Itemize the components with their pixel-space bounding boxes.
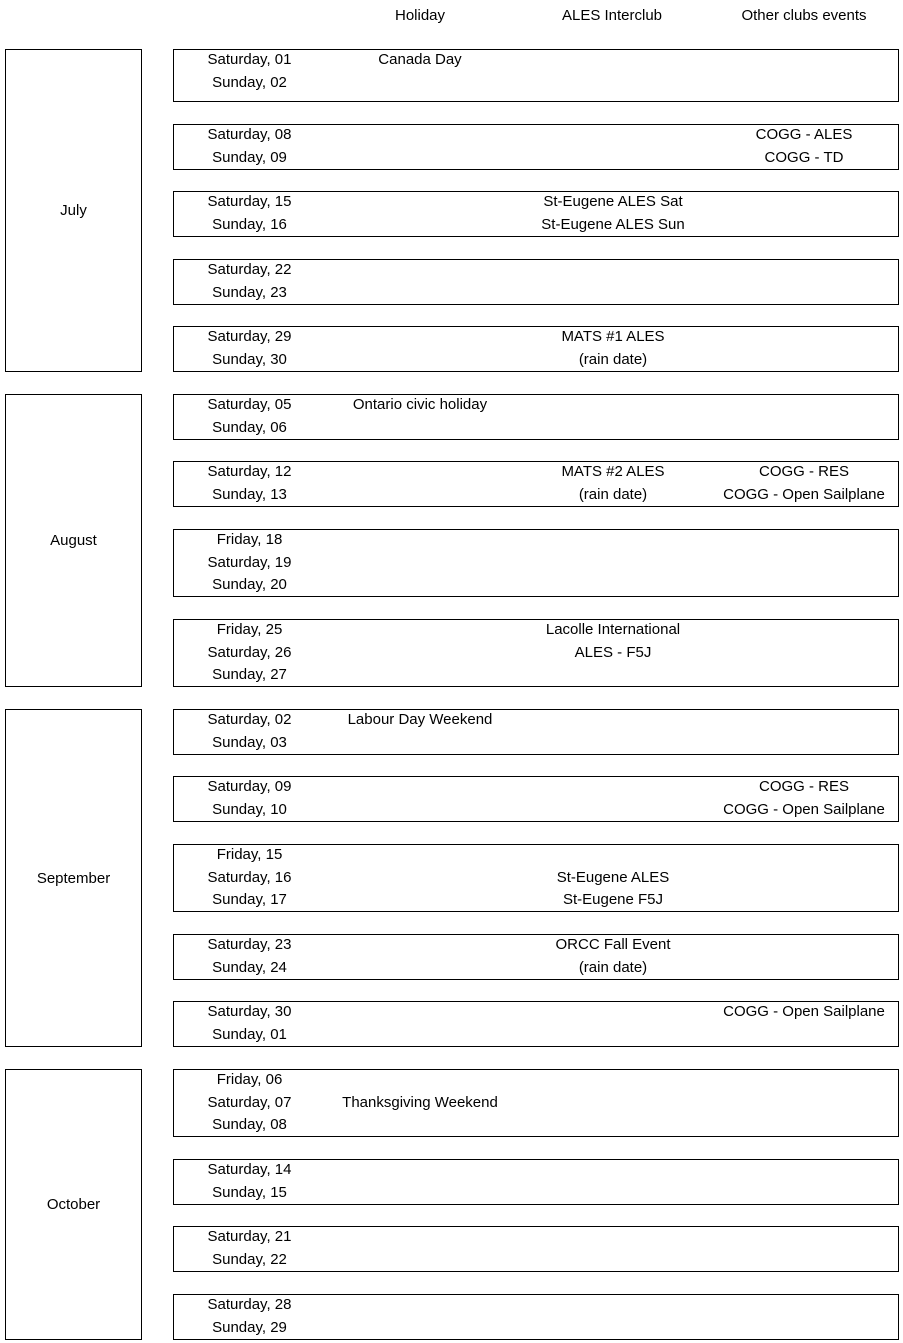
month-october: [5, 1069, 142, 1340]
date-cell: Saturday, 08: [207, 126, 292, 143]
date-cell: Sunday, 15: [212, 1183, 287, 1201]
date-cell: Sunday, 24: [212, 958, 287, 976]
ales-event-cell: MATS #2 ALES: [561, 463, 665, 480]
date-cell: Sunday, 29: [212, 1318, 287, 1336]
week-row: [173, 191, 899, 237]
week-row: [173, 49, 899, 102]
week-row: [173, 709, 899, 755]
date-cell: Saturday, 07: [207, 1093, 292, 1111]
week-row: [173, 1069, 899, 1137]
ales-event-cell: (rain date): [578, 485, 648, 503]
date-cell: Sunday, 08: [212, 1116, 287, 1133]
header-ales-interclub: ALES Interclub: [561, 7, 663, 24]
week-row: [173, 529, 899, 597]
date-cell: Friday, 15: [216, 846, 283, 863]
other-event-cell: COGG - Open Sailplane: [723, 485, 885, 503]
week-row: [173, 1226, 899, 1272]
date-cell: Saturday, 14: [207, 1161, 292, 1178]
date-cell: Sunday, 30: [212, 350, 287, 368]
date-cell: Saturday, 22: [207, 261, 292, 278]
other-event-cell: COGG - RES: [758, 778, 849, 795]
month-label: October: [46, 1196, 101, 1213]
date-cell: Saturday, 12: [207, 463, 292, 480]
week-row: [173, 619, 899, 687]
date-cell: Sunday, 02: [212, 73, 287, 91]
ales-event-cell: (rain date): [578, 958, 648, 976]
header-other-clubs-events: Other clubs events: [741, 7, 867, 24]
date-cell: Saturday, 19: [207, 553, 292, 571]
week-row: [173, 776, 899, 822]
ales-event-cell: St-Eugene ALES Sat: [543, 193, 683, 210]
date-cell: Sunday, 16: [212, 215, 287, 233]
date-cell: Saturday, 05: [207, 396, 292, 413]
month-label: July: [60, 202, 87, 219]
date-cell: Sunday, 13: [212, 485, 287, 503]
month-september: [5, 709, 142, 1047]
header-holiday: Holiday: [394, 7, 446, 24]
other-event-cell: COGG - RES: [758, 463, 849, 480]
date-cell: Saturday, 21: [207, 1228, 292, 1245]
date-cell: Saturday, 01: [207, 51, 292, 68]
ales-event-cell: St-Eugene F5J: [562, 891, 664, 908]
ales-event-cell: St-Eugene ALES: [556, 868, 670, 886]
week-row: [173, 1159, 899, 1205]
date-cell: Sunday, 09: [212, 148, 287, 166]
date-cell: Saturday, 28: [207, 1296, 292, 1313]
other-event-cell: COGG - TD: [764, 148, 844, 166]
week-row: [173, 326, 899, 372]
date-cell: Friday, 06: [216, 1071, 283, 1088]
other-event-cell: COGG - Open Sailplane: [723, 1003, 885, 1020]
ales-event-cell: ORCC Fall Event: [555, 936, 671, 953]
date-cell: Sunday, 22: [212, 1250, 287, 1268]
week-row: [173, 844, 899, 912]
week-row: [173, 461, 899, 507]
date-cell: Sunday, 10: [212, 800, 287, 818]
date-cell: Friday, 18: [216, 531, 283, 548]
date-cell: Sunday, 20: [212, 576, 287, 593]
month-july: [5, 49, 142, 372]
date-cell: Saturday, 09: [207, 778, 292, 795]
date-cell: Sunday, 27: [212, 666, 287, 683]
date-cell: Saturday, 15: [207, 193, 292, 210]
date-cell: Friday, 25: [216, 621, 283, 638]
month-august: [5, 394, 142, 687]
week-row: [173, 1294, 899, 1340]
date-cell: Saturday, 30: [207, 1003, 292, 1020]
week-row: [173, 394, 899, 440]
other-event-cell: COGG - Open Sailplane: [723, 800, 885, 818]
week-row: [173, 1001, 899, 1047]
ales-event-cell: St-Eugene ALES Sun: [541, 215, 685, 233]
date-cell: Saturday, 26: [207, 643, 292, 661]
holiday-cell: Canada Day: [378, 51, 462, 68]
date-cell: Saturday, 16: [207, 868, 292, 886]
other-event-cell: COGG - ALES: [755, 126, 853, 143]
date-cell: Saturday, 23: [207, 936, 292, 953]
ales-event-cell: MATS #1 ALES: [561, 328, 665, 345]
week-row: [173, 934, 899, 980]
date-cell: Saturday, 29: [207, 328, 292, 345]
holiday-cell: Thanksgiving Weekend: [342, 1093, 498, 1111]
ales-event-cell: ALES - F5J: [574, 643, 652, 661]
holiday-cell: Labour Day Weekend: [347, 711, 493, 728]
ales-event-cell: (rain date): [578, 350, 648, 368]
date-cell: Sunday, 06: [212, 418, 287, 436]
date-cell: Sunday, 01: [212, 1025, 287, 1043]
month-label: September: [36, 869, 111, 887]
month-label: August: [50, 532, 97, 549]
date-cell: Sunday, 23: [212, 283, 287, 301]
week-row: [173, 124, 899, 170]
date-cell: Saturday, 02: [207, 711, 292, 728]
ales-event-cell: Lacolle International: [545, 621, 681, 638]
date-cell: Sunday, 17: [212, 891, 287, 908]
date-cell: Sunday, 03: [212, 733, 287, 751]
week-row: [173, 259, 899, 305]
holiday-cell: Ontario civic holiday: [352, 396, 488, 413]
